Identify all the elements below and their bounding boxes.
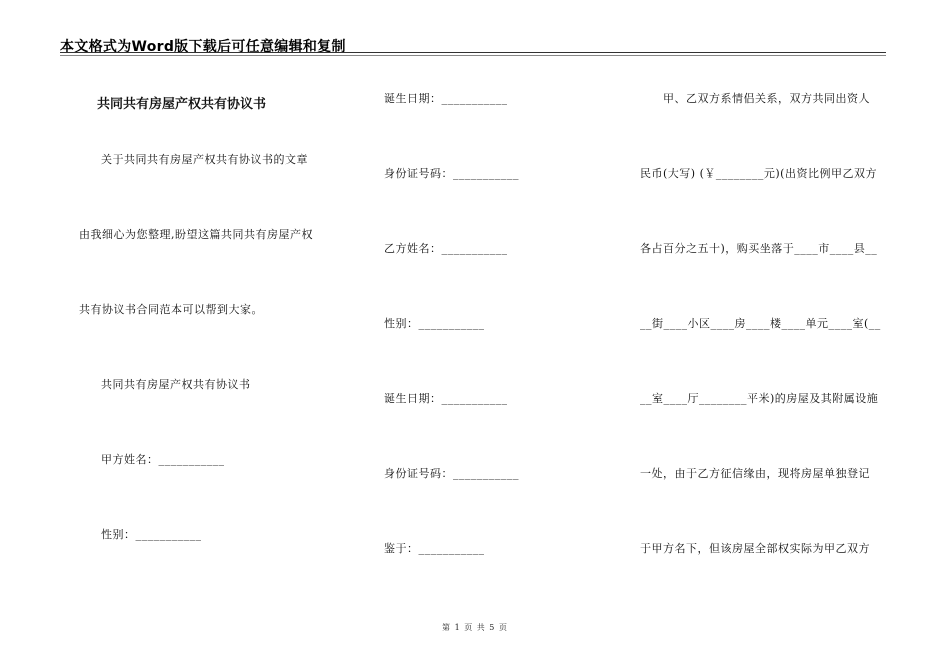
middle-line-2: 身份证号码：___________	[384, 167, 519, 180]
right-line-5: __室____厅________平米)的房屋及其附属设施	[640, 392, 879, 405]
right-line-7: 于甲方名下，但该房屋全部权实际为甲乙双方	[640, 542, 870, 555]
middle-line-1: 诞生日期：___________	[384, 92, 508, 105]
document-banner: 本文格式为Word版下载后可任意编辑和复制	[60, 39, 346, 55]
left-line-5: 甲方姓名：___________	[101, 453, 225, 466]
document-title: 共同共有房屋产权共有协议书	[97, 97, 267, 112]
right-line-1: 甲、乙双方系情侣关系，双方共同出资人	[663, 92, 870, 105]
left-line-1: 关于共同共有房屋产权共有协议书的文章	[101, 153, 308, 166]
right-line-4: __街____小区____房____楼____单元____室(__	[640, 317, 881, 330]
middle-line-3: 乙方姓名：___________	[384, 242, 508, 255]
right-line-6: 一处，由于乙方征信缘由，现将房屋单独登记	[640, 467, 870, 480]
left-line-4: 共同共有房屋产权共有协议书	[101, 378, 251, 391]
left-line-2: 由我细心为您整理,盼望这篇共同共有房屋产权	[79, 228, 313, 241]
banner-rule-thick	[60, 52, 886, 53]
right-line-2: 民币(大写) (￥________元)(出资比例甲乙双方	[640, 167, 877, 180]
page-number: 第 1 页 共 5 页	[442, 623, 508, 632]
banner-rule-thin	[60, 55, 886, 56]
middle-line-4: 性别：___________	[384, 317, 485, 330]
middle-line-6: 身份证号码：___________	[384, 467, 519, 480]
left-line-3: 共有协议书合同范本可以帮到大家。	[79, 303, 263, 316]
middle-line-7: 鉴于：___________	[384, 542, 485, 555]
right-line-3: 各占百分之五十)，购买坐落于____市____县__	[640, 242, 878, 255]
middle-line-5: 诞生日期：___________	[384, 392, 508, 405]
left-line-6: 性别：___________	[101, 528, 202, 541]
